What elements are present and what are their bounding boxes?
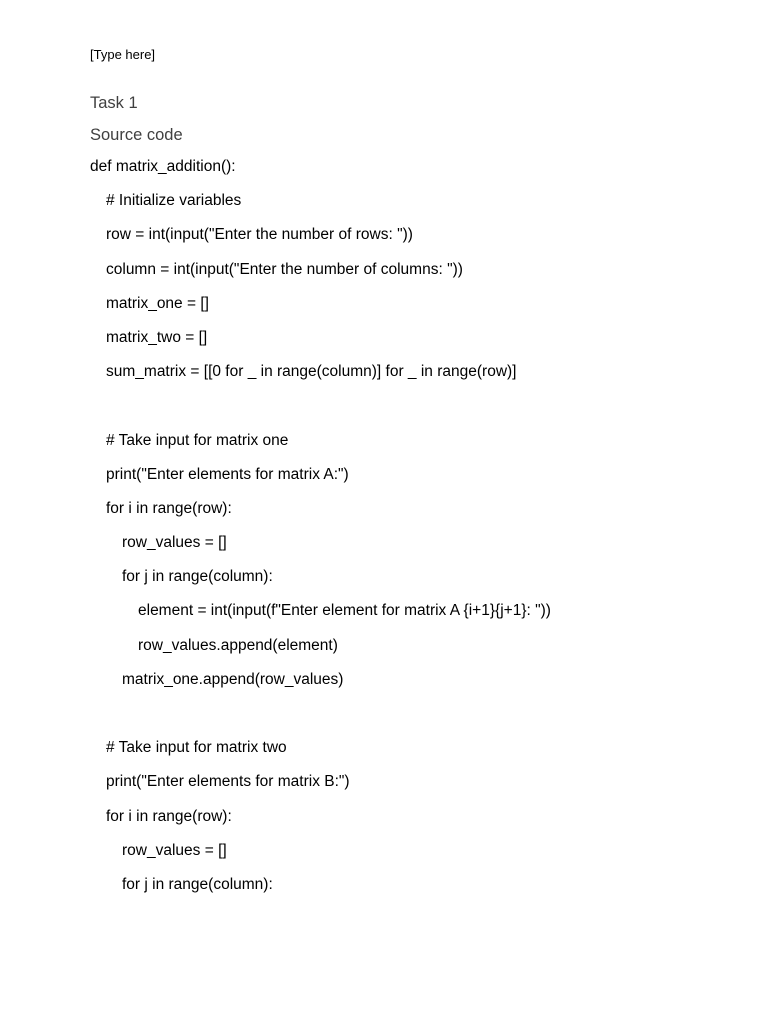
code-line: for i in range(row): — [106, 807, 232, 825]
blank-line — [90, 703, 730, 737]
code-line: sum_matrix = [[0 for _ in range(column)] for _ in range(row)] — [106, 363, 517, 381]
code-line: for i in range(row): — [106, 499, 232, 517]
code-line: row_values.append(element) — [138, 636, 338, 654]
code-line: row = int(input("Enter the number of rows: ")) — [106, 226, 413, 244]
code-line: column = int(input("Enter the number of columns: ")) — [106, 260, 463, 278]
code-line: row_values = [] — [122, 534, 227, 552]
source-code-heading: Source code — [90, 126, 183, 144]
code-line: matrix_two = [] — [106, 328, 208, 346]
code-line: # Initialize variables — [106, 192, 242, 210]
blank-line — [90, 395, 730, 429]
code-line: for j in range(column): — [122, 568, 273, 586]
code-line: # Take input for matrix one — [106, 431, 289, 449]
code-line: row_values = [] — [122, 841, 227, 859]
task-heading: Task 1 — [90, 94, 138, 112]
code-line: for j in range(column): — [122, 875, 273, 893]
code-line: matrix_one = [] — [106, 294, 209, 312]
code-line: def matrix_addition(): — [90, 158, 236, 175]
source-code-block — [90, 156, 730, 908]
code-line: print("Enter elements for matrix A:") — [106, 465, 349, 483]
code-line: element = int(input(f"Enter element for matrix A {i+1}{j+1}: ")) — [138, 602, 551, 620]
code-line: print("Enter elements for matrix B:") — [106, 773, 350, 791]
code-line: matrix_one.append(row_values) — [122, 670, 344, 688]
header-placeholder[interactable]: [Type here] — [90, 47, 156, 62]
code-line: # Take input for matrix two — [106, 739, 287, 757]
